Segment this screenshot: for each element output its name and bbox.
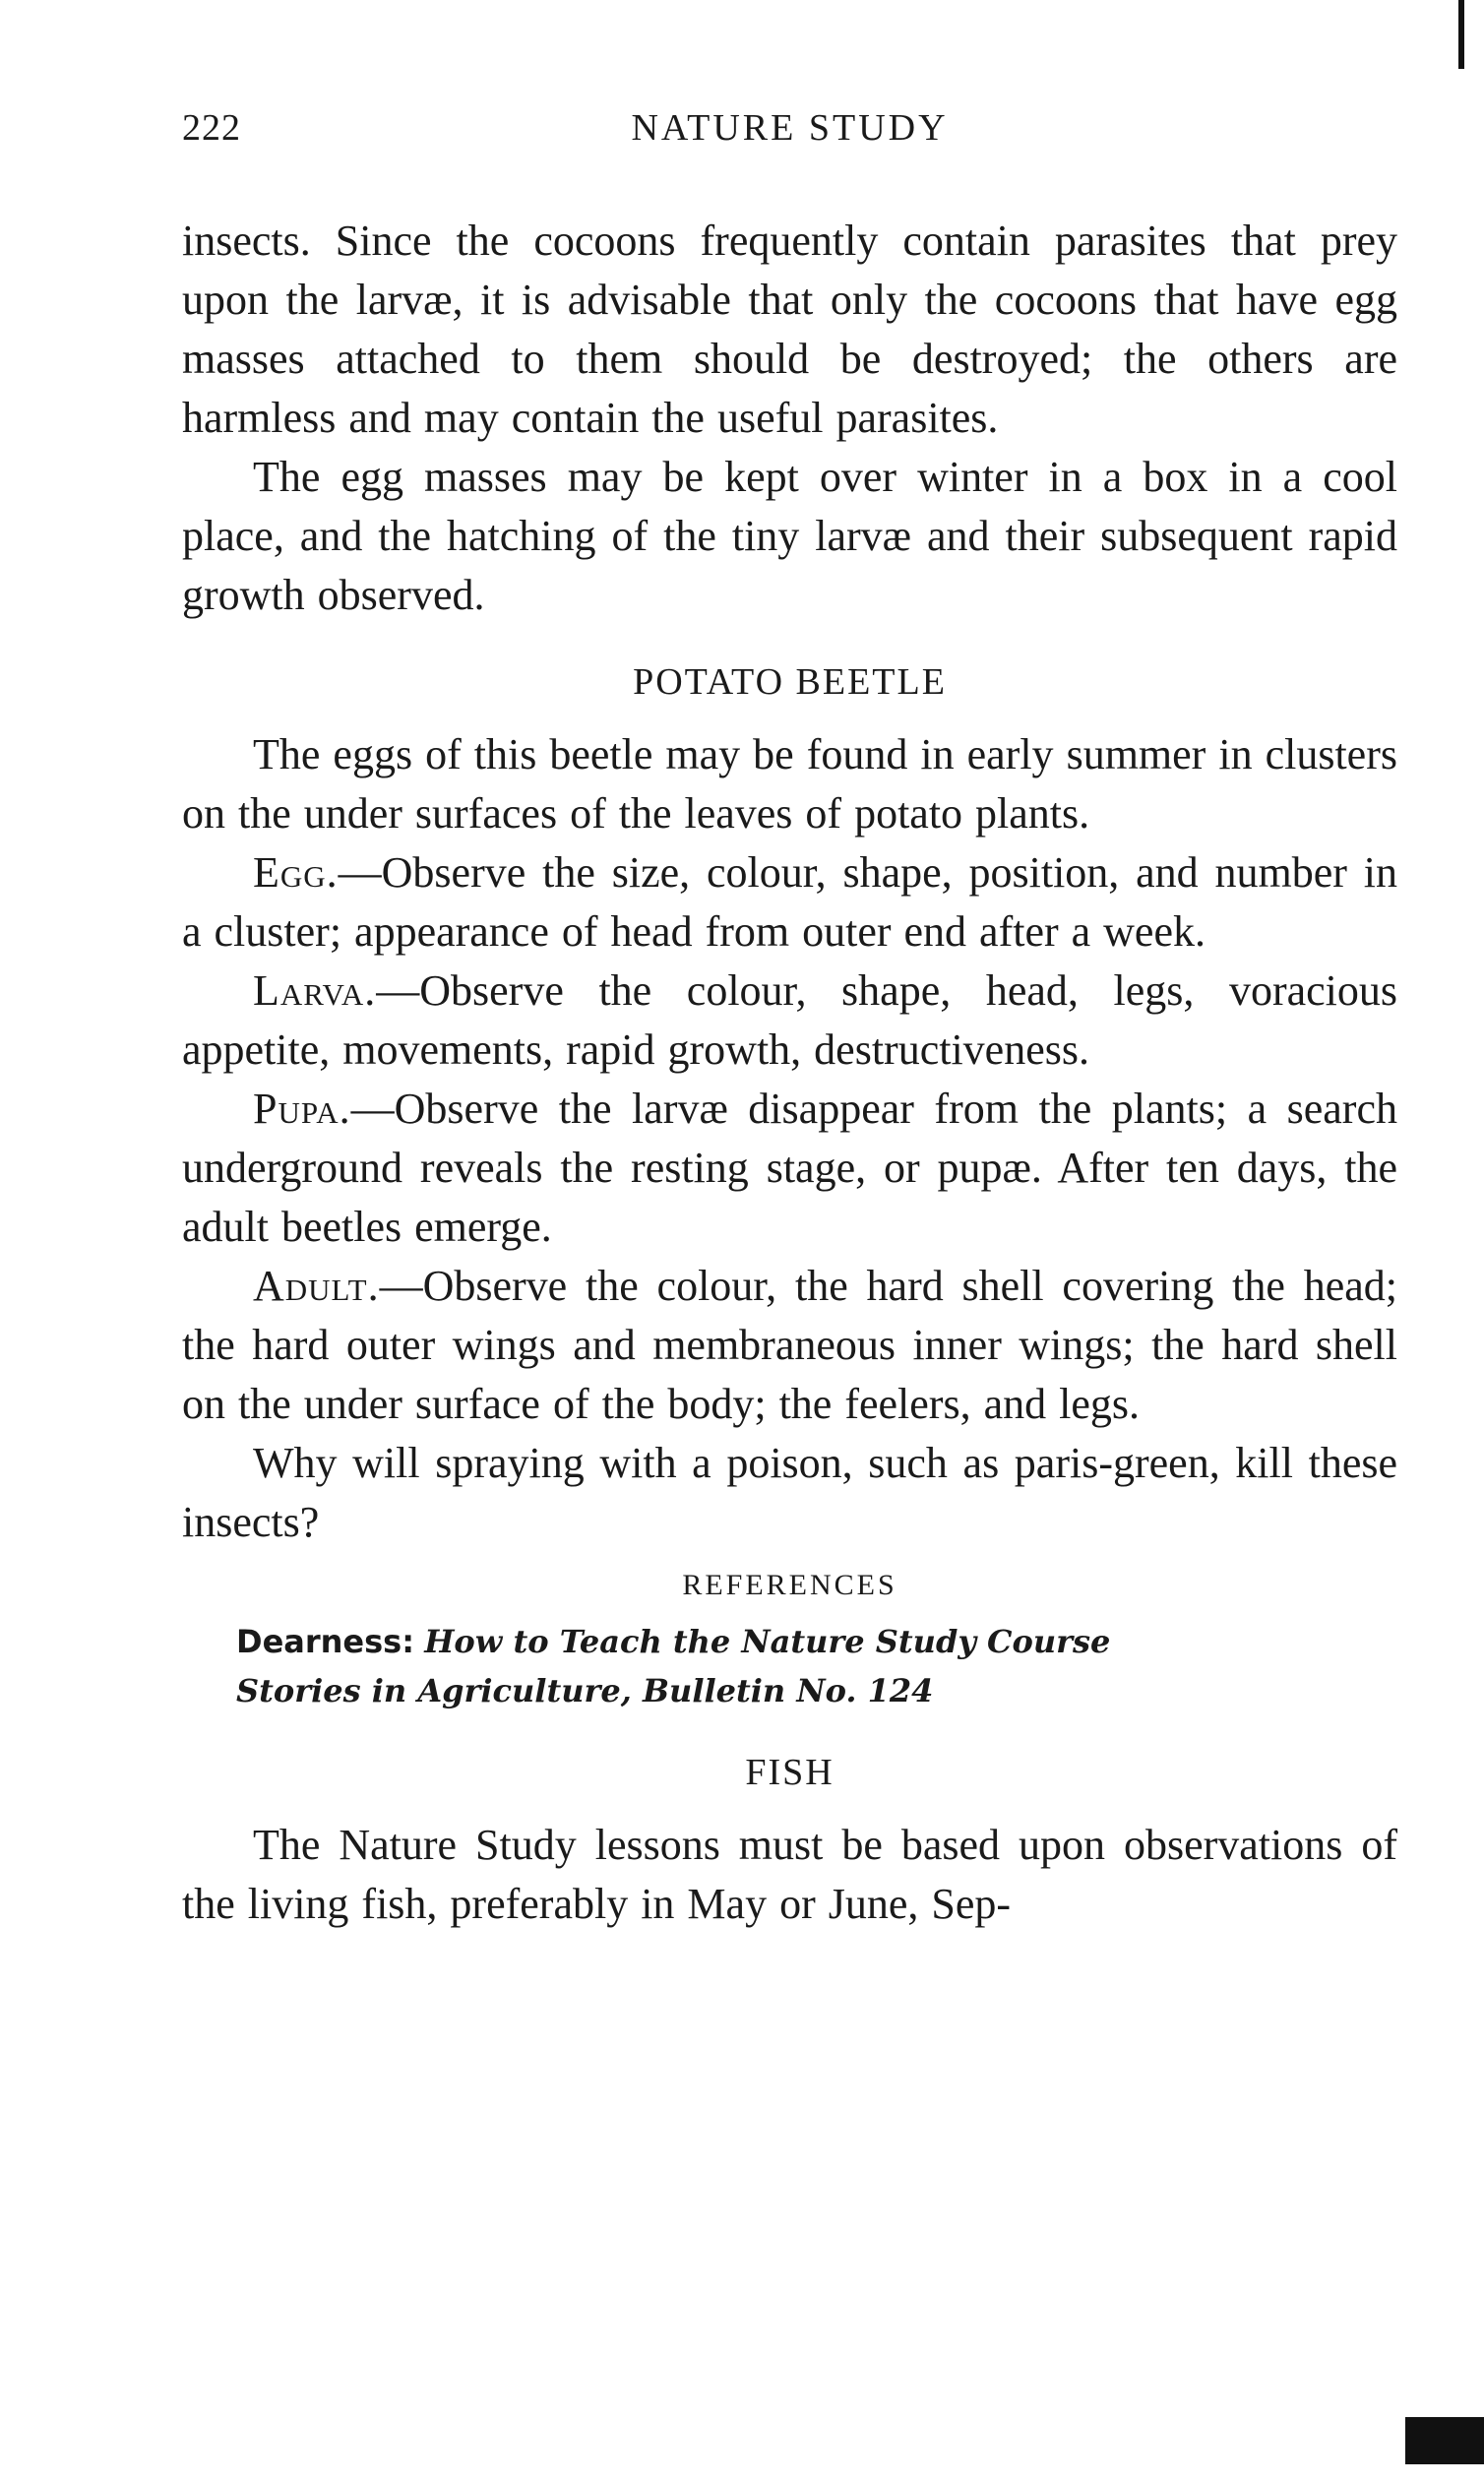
reference-title: Stories in Agriculture, Bulletin No. 124 — [236, 1672, 934, 1709]
larva-text: —Observe the colour, shape, head, legs, voracious appetite, movements, rapid growth, destructiveness. — [182, 966, 1397, 1074]
adult-text: —Observe the colour, the hard shell covering the head; the hard outer wings and membraneous inner wings; the hard shell on the under surface of the body; the feelers, and legs. — [182, 1262, 1397, 1428]
references-list — [182, 1617, 1397, 1715]
section-heading-potato-beetle: POTATO BEETLE — [633, 661, 947, 703]
intro-paragraph-1: insects. Since the cocoons frequently contain parasites that prey upon the larvæ, it is advisable that only the cocoons that have egg masses attached to them should be destroyed; the others are harmless and may contain the useful parasites. — [182, 217, 1397, 442]
larva-label: Larva. — [253, 966, 377, 1015]
pupa-text: —Observe the larvæ disappear from the plants; a search underground reveals the resting stage, or pupæ. After ten days, the adult beetles emerge. — [182, 1085, 1397, 1251]
running-title: NATURE STUDY — [631, 107, 949, 149]
fish-paragraph: The Nature Study lessons must be based upon observations of the living fish, preferably in May or June, Sep- — [182, 1821, 1397, 1928]
pupa-label: Pupa. — [253, 1085, 351, 1133]
pupa-paragraph — [182, 1080, 1397, 1257]
egg-text: —Observe the size, colour, shape, position, and number in a cluster; appearance of head from outer end after a week. — [182, 848, 1397, 956]
egg-paragraph — [182, 843, 1397, 962]
scan-corner-mark — [1405, 2417, 1484, 2464]
adult-paragraph — [182, 1257, 1397, 1434]
question-paragraph: Why will spraying with a poison, such as paris-green, kill these insects? — [182, 1439, 1397, 1546]
references-heading: REFERENCES — [682, 1569, 897, 1601]
page-body — [182, 212, 1397, 1934]
section-heading-fish: FISH — [745, 1752, 835, 1793]
reference-item — [236, 1617, 1397, 1666]
reference-title: How to Teach the Nature Study Course — [424, 1623, 1111, 1660]
egg-label: Egg. — [253, 848, 339, 897]
page-header — [182, 106, 1397, 165]
scan-edge-mark — [1458, 0, 1464, 69]
reference-author: Dearness: — [236, 1623, 415, 1660]
reference-item — [236, 1666, 1397, 1715]
intro-paragraph-2: The egg masses may be kept over winter in a box in a cool place, and the hatching of the tiny larvæ and their subsequent rapid growth observed. — [182, 453, 1397, 619]
adult-label: Adult. — [253, 1262, 380, 1310]
potato-beetle-paragraph: The eggs of this beetle may be found in early summer in clusters on the under surfaces of the leaves of potato plants. — [182, 730, 1397, 838]
page-number: 222 — [182, 107, 241, 149]
larva-paragraph — [182, 962, 1397, 1080]
